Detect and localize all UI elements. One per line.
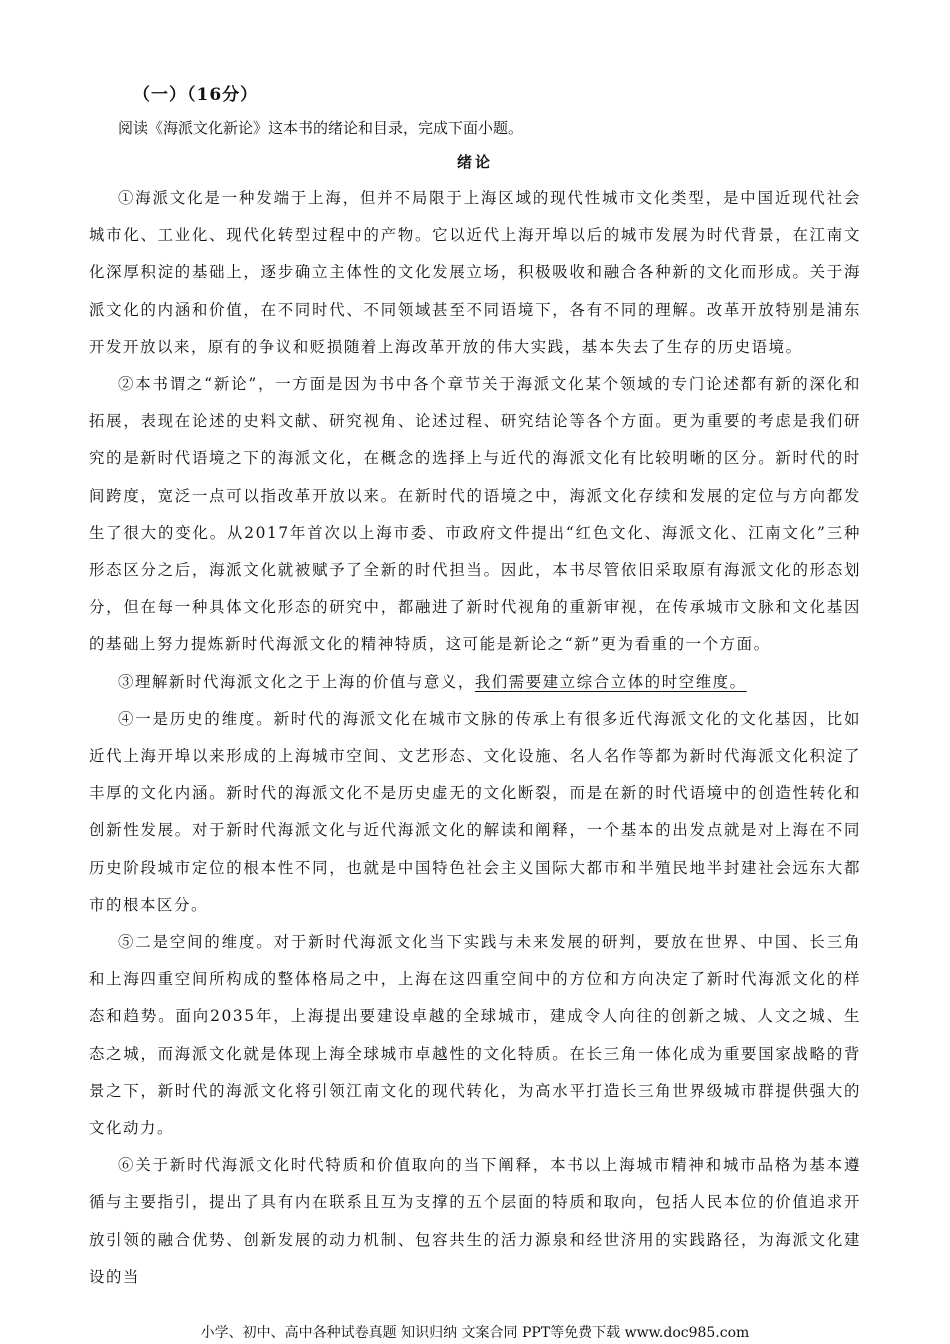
section-heading: （一）（16分） [133,85,259,105]
paragraph-3-text: ③理解新时代海派文化之于上海的价值与意义， [118,672,475,691]
body-text [89,180,861,1296]
document-title: 绪论 [456,153,493,171]
underlined-sentence: 我们需要建立综合立体的时空维度。 [474,672,747,691]
reading-instruction: 阅读《海派文化新论》这本书的绪论和目录，完成下面小题。 [118,119,524,137]
footer-banner: 小学、初中、高中各种试卷真题 知识归纳 文案合同 PPT等免费下载 www.doc985.com [200,1325,750,1341]
paragraph-5: ⑤二是空间的维度。对于新时代海派文化当下实践与未来发展的研判，要放在世界、中国、长三角和上海四重空间所构成的整体格局之中，上海在这四重空间中的方位和方向决定了新时代海派文化的样态和趋势。面向2035年，上海提出要建设卓越的全球城市，建成令人向往的创新之城、人文之城、生态之城，而海派文化就是体现上海全球城市卓越性的文化特质。在长三角一体化成为重要国家战略的背景之下，新时代的海派文化将引领江南文化的现代转化，为高水平打造长三角世界级城市群提供强大的文化动力。 [89,933,861,1138]
paragraph-6: ⑥关于新时代海派文化时代特质和价值取向的当下阐释，本书以上海城市精神和城市品格为基本遵循与主要指引，提出了具有内在联系且互为支撑的五个层面的特质和取向，包括人民本位的价值追求开放引领的融合优势、创新发展的动力机制、包容共生的活力源泉和经世济用的实践路径，为海派文化建设的当 [89,1156,861,1286]
paragraph-3 [89,664,861,701]
paragraph-2: ②本书谓之“新论”，一方面是因为书中各个章节关于海派文化某个领域的专门论述都有新的深化和拓展，表现在论述的史料文献、研究视角、论述过程、研究结论等各个方面。更为重要的考虑是我们研究的是新时代语境之下的海派文化，在概念的选择上与近代的海派文化有比较明晰的区分。新时代的时间跨度，宽泛一点可以指改革开放以来。在新时代的语境之中，海派文化存续和发展的定位与方向都发生了很大的变化。从2017年首次以上海市委、市政府文件提出“红色文化、海派文化、江南文化”三种形态区分之后，海派文化就被赋予了全新的时代担当。因此，本书尽管依旧采取原有海派文化的形态划分，但在每一种具体文化形态的研究中，都融进了新时代视角的重新审视，在传承城市文脉和文化基因的基础上努力提炼新时代海派文化的精神特质，这可能是新论之“新”更为看重的一个方面。 [89,375,861,654]
paragraph-1: ①海派文化是一种发端于上海，但并不局限于上海区域的现代性城市文化类型，是中国近现代社会城市化、工业化、现代化转型过程中的产物。它以近代上海开埠以后的城市发展为时代背景，在江南文化深厚积淀的基础上，逐步确立主体性的文化发展立场，积极吸收和融合各种新的文化而形成。关于海派文化的内涵和价值，在不同时代、不同领域甚至不同语境下，各有不同的理解。改革开放特别是浦东开发开放以来，原有的争议和贬损随着上海改革开放的伟大实践，基本失去了生存的历史语境。 [89,189,861,356]
paragraph-4: ④一是历史的维度。新时代的海派文化在城市文脉的传承上有很多近代海派文化的文化基因，比如近代上海开埠以来形成的上海城市空间、文艺形态、文化设施、名人名作等都为新时代海派文化积淀了丰厚的文化内涵。新时代的海派文化不是历史虚无的文化断裂，而是在新的时代语境中的创造性转化和创新性发展。对于新时代海派文化与近代海派文化的解读和阐释，一个基本的出发点就是对上海在不同历史阶段城市定位的根本性不同，也就是中国特色社会主义国际大都市和半殖民地半封建社会远东大都市的根本区分。 [89,709,861,914]
